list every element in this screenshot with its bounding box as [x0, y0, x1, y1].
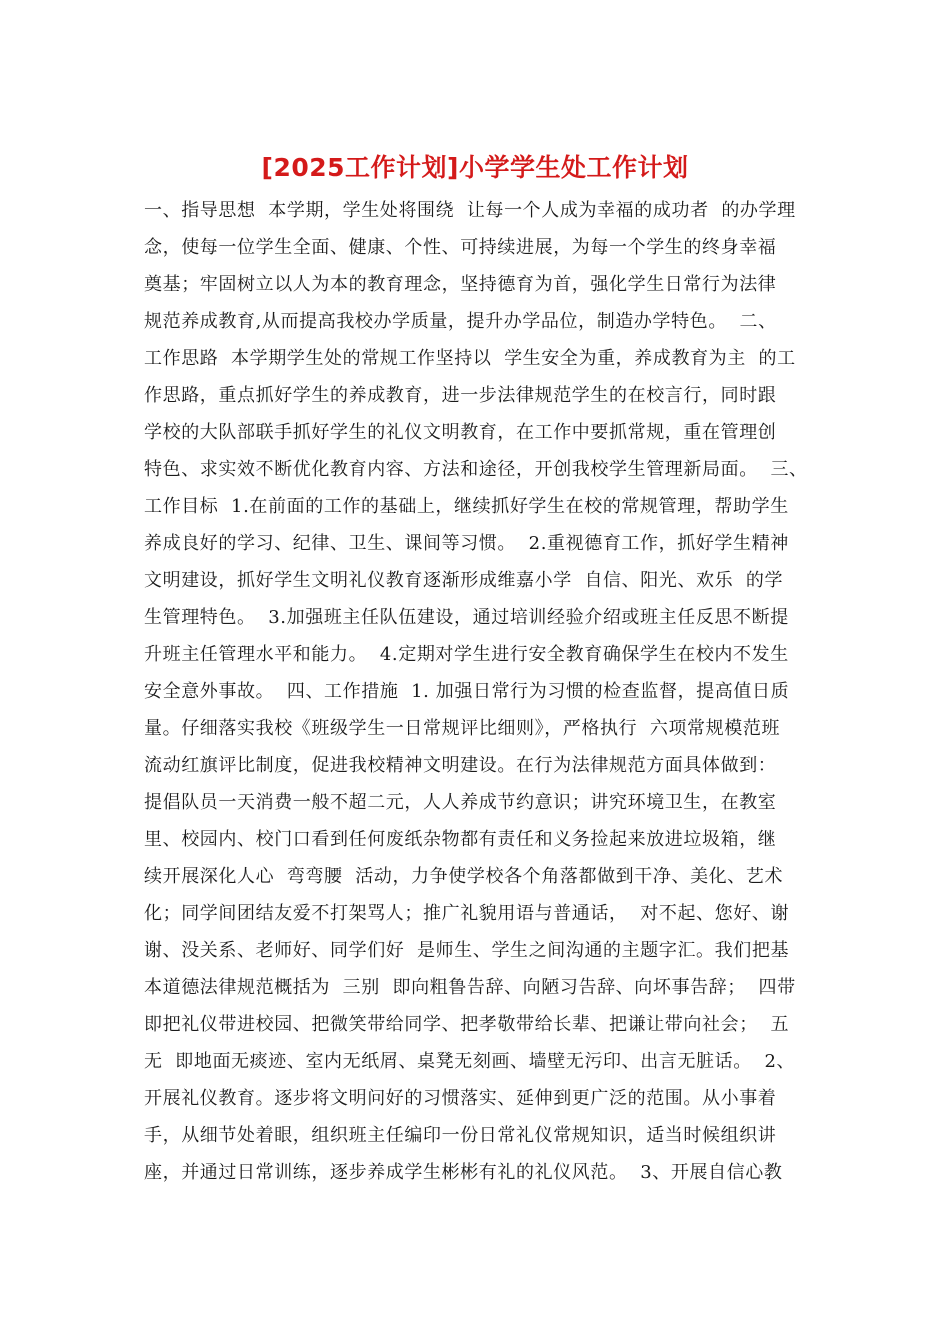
body-text-line: 念，使每一位学生全面、健康、个性、可持续进展，为每一个学生的终身幸福 [144, 237, 777, 258]
body-text-line: 提倡队员一天消费一般不超二元，人人养成节约意识；讲究环境卫生，在教室 [144, 792, 777, 813]
body-text-line: 座，并通过日常训练，逐步养成学生彬彬有礼的礼仪风范。 3、开展自信心教 [144, 1162, 783, 1183]
body-text-line: 特色、求实效不断优化教育内容、方法和途径，开创我校学生管理新局面。 三、 [144, 459, 808, 480]
body-text-line: 生管理特色。 3.加强班主任队伍建设，通过培训经验介绍或班主任反思不断提 [144, 607, 789, 628]
body-text-line: 谢、没关系、老师好、同学们好 是师生、学生之间沟通的主题字汇。我们把基 [144, 940, 790, 961]
body-text-line: 无 即地面无痰迹、室内无纸屑、桌凳无刻画、墙壁无污印、出言无脏话。 2、 [144, 1051, 796, 1072]
body-text-line: 文明建设，抓好学生文明礼仪教育逐渐形成维嘉小学 自信、阳光、欢乐 的学 [144, 570, 784, 591]
body-text-line: 学校的大队部联手抓好学生的礼仪文明教育，在工作中要抓常规，重在管理创 [144, 422, 777, 443]
body-text-line: 工作思路 本学期学生处的常规工作坚持以 学生安全为重，养成教育为主 的工 [144, 348, 796, 369]
body-text-line: 开展礼仪教育。逐步将文明问好的习惯落实、延伸到更广泛的范围。从小事着 [144, 1088, 777, 1109]
body-text-line: 规范养成教育,从而提高我校办学质量，提升办学品位，制造办学特色。 二、 [144, 311, 777, 332]
body-text-line: 养成良好的学习、纪律、卫生、课间等习惯。 2.重视德育工作，抓好学生精神 [144, 533, 789, 554]
body-text-line: 化；同学间团结友爱不打架骂人；推广礼貌用语与普通话， 对不起、您好、谢 [144, 903, 790, 924]
body-text-line: 手，从细节处着眼，组织班主任编印一份日常礼仪常规知识，适当时候组织讲 [144, 1125, 777, 1146]
body-text-line: 即把礼仪带进校园、把微笑带给同学、把孝敬带给长辈、把谦让带向社会； 五 [144, 1014, 790, 1035]
body-text-line: 续开展深化人心 弯弯腰 活动，力争使学校各个角落都做到干净、美化、艺术 [144, 866, 784, 887]
body-text-line: 本道德法律规范概括为 三别 即向粗鲁告辞、向陋习告辞、向坏事告辞； 四带 [144, 977, 796, 998]
body-text-line: 量。仔细落实我校《班级学生一日常规评比细则》，严格执行 六项常规模范班 [144, 718, 781, 739]
body-text-line: 里、校园内、校门口看到任何废纸杂物都有责任和义务捡起来放进垃圾箱，继 [144, 829, 777, 850]
body-text-line: 作思路，重点抓好学生的养成教育，进一步法律规范学生的在校言行，同时跟 [144, 385, 777, 406]
body-text-line: 一、指导思想 本学期，学生处将围绕 让每一个人成为幸福的成功者 的办学理 [144, 200, 796, 221]
document-body [144, 197, 824, 1196]
body-text-line: 工作目标 1.在前面的工作的基础上，继续抓好学生在校的常规管理，帮助学生 [144, 496, 789, 517]
body-text-line: 安全意外事故。 四、工作措施 1. 加强日常行为习惯的检查监督，提高值日质 [144, 681, 790, 702]
body-text-line: 流动红旗评比制度，促进我校精神文明建设。在行为法律规范方面具体做到： [144, 755, 777, 776]
document-title: [2025工作计划]小学学生处工作计划 [261, 153, 689, 182]
body-text-line: 奠基；牢固树立以人为本的教育理念，坚持德育为首，强化学生日常行为法律 [144, 274, 777, 295]
body-text-line: 升班主任管理水平和能力。 4.定期对学生进行安全教育确保学生在校内不发生 [144, 644, 789, 665]
